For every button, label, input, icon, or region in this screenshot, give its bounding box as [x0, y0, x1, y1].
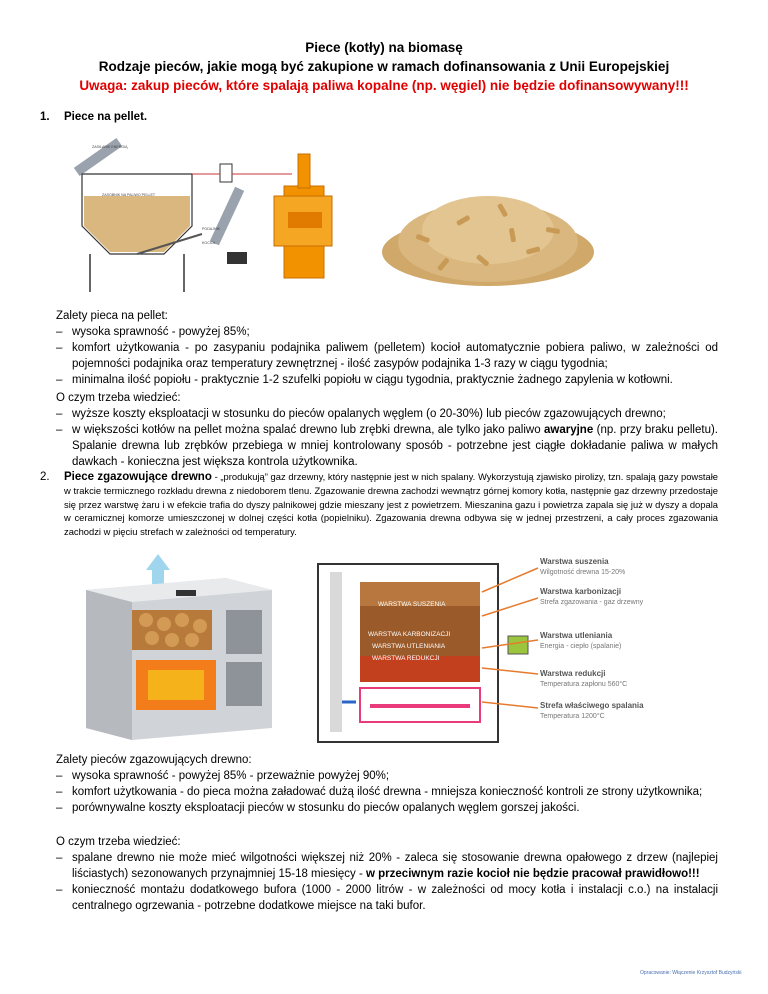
list-item: – konieczność montażu dodatkowego bufora (1000 - 2000 litrów - w zależności od mocy kotła i instalacji c.o.) na instalacji centralnego ogrzewania - potrzebne dodatkowe miejsce na taki bufor. [56, 884, 718, 912]
gasification-boiler-photo [76, 550, 282, 740]
layer-name: Warstwa utleniania [540, 631, 613, 640]
list-item: – komfort użytkowania - do pieca można załadować dużą ilość drewna - mniejsza konieczność kontroli ze strony użytkownika; [56, 786, 703, 798]
layer-desc: Temperatura 1200°C [540, 713, 605, 720]
layer-inner-label: WARSTWA REDUKCJI [372, 655, 440, 662]
layer-name: Warstwa suszenia [540, 557, 609, 566]
layer-desc: Wilgotność drewna 15-20% [540, 569, 626, 576]
section1-advantages-list [56, 324, 718, 388]
diagram-label: KOCIOŁ [202, 241, 216, 245]
diagram-label: PODAJNIK [202, 227, 220, 231]
footer-credit: Opracowanie: Włączenie Krzysztof Budzyński [640, 970, 742, 976]
list-item: – wysoka sprawność - powyżej 85% - przeważnie powyżej 90%; [56, 770, 390, 782]
section2-title: Piece zgazowujące drewno [64, 471, 212, 483]
pellet-stove-diagram [62, 134, 346, 294]
list-item: – komfort użytkowania - po zasypaniu podajnika paliwem (pelletem) kocioł automatycznie pobiera paliwo, w zależności od pojemności podajnika oraz temperatury zewnętrznej - ilość zasypów podajnika 1-3 razy w ciągu tygodnia; [56, 342, 718, 370]
page-title: Piece (kotły) na biomasę [305, 40, 463, 55]
list-item: – minimalna ilość popiołu - praktycznie 1-2 szufelki popiołu w ciągu tygodnia, praktycznie żadnego zapylenia w kotłowni. [56, 374, 673, 386]
layer-inner-label: WARSTWA UTLENIANIA [372, 643, 446, 650]
layer-desc: Temperatura zapłonu 560°C [540, 681, 628, 688]
layer-inner-label: WARSTWA SUSZENIA [378, 601, 446, 608]
heat-cup-icon [508, 636, 528, 654]
list-item: – wysoka sprawność - powyżej 85%; [56, 326, 250, 338]
pellets-photo [376, 178, 600, 290]
diagram-label: ZASOBNIK NA PALIWO PELLET [102, 193, 156, 197]
section2-intro: Piece zgazowujące drewno - „produkują” gaz drzewny, który następnie jest w nich spalany. Wykorzystują zjawisko pirolizy, tzn. spalają gazy powstałe w trakcie termicznego rozkładu drewna z niedoborem tlenu. Zgazowanie drewna zachodzi wewnątrz górnej komory kotła, następnie gaz drzewny przedostaje się przez warstwę żaru i w efekcie trafia do dyszy palnikowej gdzie mieszany jest z powietrzem. Mieszanina gazu i powietrza zapala się już w dyszy a dopala w ceramicznej komorze umieszczonej w dolnej części kotła (popielniku). Zgazowania drewna odbywa się w jednej przestrzeni, a cały proces zgazowania zachodzi w pięciu strefach w zależności od temperatury. [64, 471, 718, 537]
list-item: – spalane drewno nie może mieć wilgotności większej niż 20% - zaleca się stosowanie drewna opałowego z drzew (najlepiej liściastych) sezonowanych przynajmniej 15-18 miesięcy - w przeciwnym razie kocioł nie będzie pracował prawidłowo!!! [56, 852, 718, 880]
chimney-shape [298, 154, 310, 188]
gasification-layers-diagram [310, 552, 720, 748]
section2-heading [40, 471, 64, 483]
section2-advantages-title: Zalety pieców zgazowujących drewno: [56, 754, 252, 766]
section2-number: 2. [40, 471, 50, 483]
page-subtitle: Rodzaje pieców, jakie mogą być zakupione w ramach dofinansowania z Unii Europejskiej [98, 59, 670, 74]
feeder-motor [227, 252, 247, 264]
section2-advantages-list [56, 768, 718, 816]
section1-know-title: O czym trzeba wiedzieć: [56, 392, 181, 404]
section1-heading [40, 111, 147, 123]
list-item: – wyższe koszty eksploatacji w stosunku do pieców opalanych węglem (o 20-30%) lub pieców zgazowujących drewno; [56, 408, 666, 420]
section1-advantages-title: Zalety pieca na pellet: [56, 310, 168, 322]
section1-know-list [56, 406, 718, 470]
section2-know-list [56, 850, 718, 914]
diagram-label: ZASILANIE ENERGIĄ [92, 145, 128, 149]
layer-desc: Strefa zgazowania - gaz drzewny [540, 599, 644, 606]
section2-know-title: O czym trzeba wiedzieć: [56, 836, 181, 848]
layer-name: Warstwa karbonizacji [540, 587, 622, 596]
section1-title: Piece na pellet. [64, 111, 148, 123]
layer-name: Warstwa redukcji [540, 669, 606, 678]
solar-panel-icon [74, 138, 122, 176]
list-item: – w większości kotłów na pellet można spalać drewno lub zrębki drewna, ale tylko jako paliwo awaryjne (np. przy braku pelletu). Spalanie drewna lub zrębków przebiega w mniej kontrolowany sposób - potrzebne jest ciągłe dokładanie paliwa w małych dawkach - konieczna jest większa kontrola użytkownika. [56, 424, 718, 468]
solar-panel-icon [210, 187, 244, 246]
section1-number: 1. [40, 111, 50, 123]
warning-text: Uwaga: zakup pieców, które spalają paliwa kopalne (np. węgiel) nie będzie dofinansowywany!!! [79, 78, 689, 93]
layer-name: Strefa właściwego spalania [540, 701, 644, 710]
arrow-up-icon [146, 554, 170, 584]
layer-inner-label: WARSTWA KARBONIZACJI [368, 631, 451, 638]
layer-desc: Energia - ciepło (spalanie) [540, 643, 622, 650]
list-item: – porównywalne koszty eksploatacji pieców w stosunku do pieców opalanych węglem gorszej jakości. [56, 802, 580, 814]
